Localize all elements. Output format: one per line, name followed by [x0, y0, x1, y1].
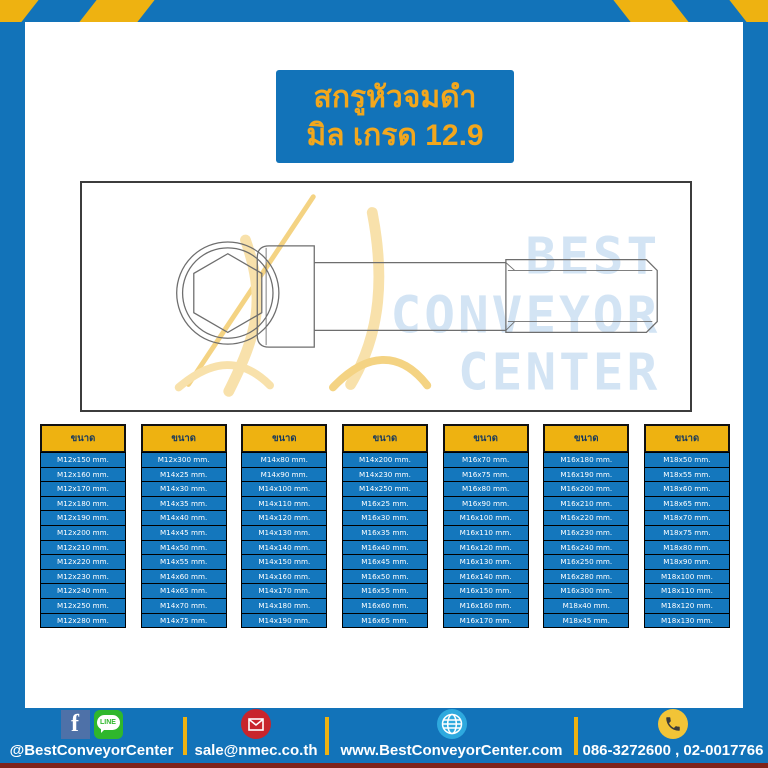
hazard-stripe: [726, 0, 768, 22]
size-cell: M16x250 mm.: [543, 554, 629, 570]
size-cell: M16x230 mm.: [543, 525, 629, 541]
footer-social-section: [0, 708, 183, 763]
size-cell: M18x70 mm.: [644, 510, 730, 526]
size-cell: M18x55 mm.: [644, 467, 730, 483]
size-table: [141, 424, 227, 628]
size-cell: M12x300 mm.: [141, 452, 227, 468]
size-cell: M16x190 mm.: [543, 467, 629, 483]
size-cell: M16x110 mm.: [443, 525, 529, 541]
size-cell: M12x170 mm.: [40, 481, 126, 497]
size-cell: M14x35 mm.: [141, 496, 227, 512]
size-cell: M16x210 mm.: [543, 496, 629, 512]
size-table: [342, 424, 428, 628]
size-cell: M16x65 mm.: [342, 613, 428, 629]
envelope-icon: [248, 718, 264, 731]
globe-grid-icon: [440, 712, 464, 736]
size-table-header: ขนาด: [543, 424, 629, 453]
size-cell: M16x140 mm.: [443, 569, 529, 585]
size-cell: M14x40 mm.: [141, 510, 227, 526]
size-cell: M14x120 mm.: [241, 510, 327, 526]
size-table-header: ขนาด: [342, 424, 428, 453]
size-cell: M12x180 mm.: [40, 496, 126, 512]
content-panel: [25, 22, 743, 708]
size-cell: M16x40 mm.: [342, 540, 428, 556]
size-cell: M14x160 mm.: [241, 569, 327, 585]
globe-icon[interactable]: [437, 709, 467, 739]
size-tables: [40, 424, 730, 628]
size-cell: M16x70 mm.: [443, 452, 529, 468]
phone-numbers-label[interactable]: 086-3272600 , 02-0017766: [582, 742, 764, 759]
size-cell: M16x45 mm.: [342, 554, 428, 570]
size-cell: M18x65 mm.: [644, 496, 730, 512]
footer-website-section: [329, 708, 574, 763]
product-title-line2: มิล เกรด 12.9: [306, 118, 484, 152]
size-cell: M14x45 mm.: [141, 525, 227, 541]
size-cell: M16x220 mm.: [543, 510, 629, 526]
screw-technical-drawing: [82, 183, 690, 410]
size-cell: M14x70 mm.: [141, 598, 227, 614]
phone-icon[interactable]: [658, 709, 688, 739]
size-cell: M14x90 mm.: [241, 467, 327, 483]
size-cell: M14x190 mm.: [241, 613, 327, 629]
size-cell: M18x100 mm.: [644, 569, 730, 585]
size-cell: M16x200 mm.: [543, 481, 629, 497]
size-table-header: ขนาด: [40, 424, 126, 453]
svg-text:BEST: BEST: [525, 227, 661, 287]
size-cell: M16x130 mm.: [443, 554, 529, 570]
hazard-stripe: [76, 0, 157, 22]
size-cell: M14x200 mm.: [342, 452, 428, 468]
svg-text:CONVEYOR: CONVEYOR: [390, 286, 661, 346]
size-cell: M14x230 mm.: [342, 467, 428, 483]
size-cell: M16x55 mm.: [342, 583, 428, 599]
size-cell: M16x280 mm.: [543, 569, 629, 585]
size-table-header: ขนาด: [644, 424, 730, 453]
size-cell: M14x110 mm.: [241, 496, 327, 512]
size-cell: M12x220 mm.: [40, 554, 126, 570]
size-cell: M16x75 mm.: [443, 467, 529, 483]
size-table-header: ขนาด: [141, 424, 227, 453]
email-label[interactable]: sale@nmec.co.th: [194, 742, 318, 759]
hazard-stripes-top-right: [538, 0, 768, 22]
phone-handset-icon: [664, 715, 682, 733]
size-cell: M14x25 mm.: [141, 467, 227, 483]
size-cell: M16x35 mm.: [342, 525, 428, 541]
size-cell: M14x60 mm.: [141, 569, 227, 585]
line-app-icon[interactable]: [94, 710, 123, 739]
size-cell: M14x130 mm.: [241, 525, 327, 541]
line-bubble-glyph: LINE: [97, 715, 120, 730]
hazard-stripes-top-left: [0, 0, 230, 22]
footer-email-section: [187, 708, 325, 763]
size-cell: M18x110 mm.: [644, 583, 730, 599]
facebook-icon[interactable]: f: [61, 710, 90, 739]
size-cell: M16x100 mm.: [443, 510, 529, 526]
size-cell: M18x60 mm.: [644, 481, 730, 497]
size-cell: M16x30 mm.: [342, 510, 428, 526]
size-cell: M16x300 mm.: [543, 583, 629, 599]
technical-drawing-box: [80, 181, 692, 412]
size-cell: M12x160 mm.: [40, 467, 126, 483]
size-cell: M12x240 mm.: [40, 583, 126, 599]
size-cell: M16x160 mm.: [443, 598, 529, 614]
size-cell: M14x100 mm.: [241, 481, 327, 497]
size-cell: M18x130 mm.: [644, 613, 730, 629]
size-cell: M14x80 mm.: [241, 452, 327, 468]
size-table-header: ขนาด: [443, 424, 529, 453]
size-cell: M14x170 mm.: [241, 583, 327, 599]
size-cell: M12x230 mm.: [40, 569, 126, 585]
size-table: [40, 424, 126, 628]
size-cell: M14x140 mm.: [241, 540, 327, 556]
size-cell: M14x65 mm.: [141, 583, 227, 599]
svg-text:CENTER: CENTER: [457, 343, 661, 403]
size-cell: M12x250 mm.: [40, 598, 126, 614]
size-cell: M12x200 mm.: [40, 525, 126, 541]
size-cell: M14x180 mm.: [241, 598, 327, 614]
size-cell: M16x240 mm.: [543, 540, 629, 556]
email-icon[interactable]: [241, 709, 271, 739]
brand-watermark-text: [391, 227, 661, 402]
size-cell: M18x120 mm.: [644, 598, 730, 614]
hazard-stripe: [0, 0, 42, 22]
size-cell: M12x280 mm.: [40, 613, 126, 629]
size-cell: M12x150 mm.: [40, 452, 126, 468]
bottom-accent-strip: [0, 763, 768, 768]
size-cell: M16x180 mm.: [543, 452, 629, 468]
website-label[interactable]: www.BestConveyorCenter.com: [340, 742, 563, 759]
size-cell: M14x30 mm.: [141, 481, 227, 497]
size-cell: M14x150 mm.: [241, 554, 327, 570]
size-table: [241, 424, 327, 628]
size-cell: M18x80 mm.: [644, 540, 730, 556]
size-table: [644, 424, 730, 628]
size-cell: M18x40 mm.: [543, 598, 629, 614]
size-cell: M16x90 mm.: [443, 496, 529, 512]
size-cell: M12x190 mm.: [40, 510, 126, 526]
hazard-stripe: [610, 0, 691, 22]
product-title-box: [276, 70, 514, 163]
size-table: [543, 424, 629, 628]
size-cell: M16x170 mm.: [443, 613, 529, 629]
size-cell: M14x250 mm.: [342, 481, 428, 497]
size-cell: M18x75 mm.: [644, 525, 730, 541]
size-cell: M16x50 mm.: [342, 569, 428, 585]
size-cell: M16x25 mm.: [342, 496, 428, 512]
size-table-header: ขนาด: [241, 424, 327, 453]
size-cell: M16x150 mm.: [443, 583, 529, 599]
size-table: [443, 424, 529, 628]
social-handle-label[interactable]: @BestConveyorCenter: [9, 742, 174, 759]
size-cell: M18x50 mm.: [644, 452, 730, 468]
size-cell: M14x50 mm.: [141, 540, 227, 556]
size-cell: M14x55 mm.: [141, 554, 227, 570]
size-cell: M16x80 mm.: [443, 481, 529, 497]
product-title-line1: สกรูหัวจมดำ: [313, 81, 477, 114]
footer-phone-section: [578, 708, 768, 763]
size-cell: M14x75 mm.: [141, 613, 227, 629]
footer-contact-bar: [0, 708, 768, 763]
size-cell: M16x120 mm.: [443, 540, 529, 556]
size-cell: M12x210 mm.: [40, 540, 126, 556]
size-cell: M18x90 mm.: [644, 554, 730, 570]
size-cell: M18x45 mm.: [543, 613, 629, 629]
size-cell: M16x60 mm.: [342, 598, 428, 614]
